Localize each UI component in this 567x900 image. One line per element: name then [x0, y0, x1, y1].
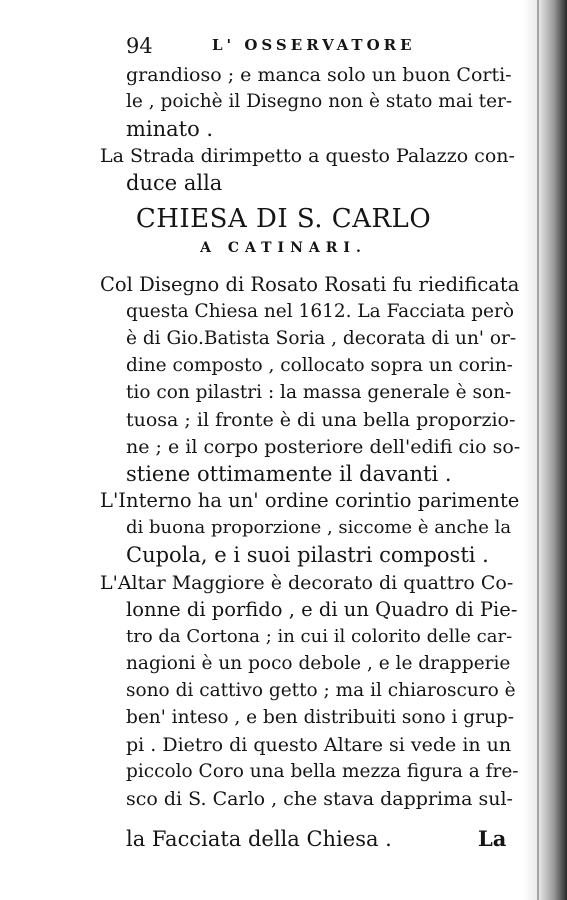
page-number: 94 — [126, 34, 153, 58]
text-line: le , poichè il Disegno non è stato mai ter- — [126, 91, 513, 112]
text-line: di buona proporzione , siccome è anche la — [126, 517, 512, 538]
text-line: tuosa ; il fronte è di una bella proporzio- — [126, 409, 516, 431]
text-line: Cupola, e i suoi pilastri composti . — [126, 543, 489, 567]
book-binding-shadow — [523, 0, 567, 900]
text-line: duce alla — [126, 171, 223, 195]
text-line: sono di cattivo getto ; ma il chiaroscuro è — [126, 680, 516, 701]
text-line: L'Interno ha un' ordine corintio parimente — [100, 489, 520, 512]
text-line: pi . Dietro di questo Altare si vede in un — [126, 734, 512, 756]
text-line: grandioso ; e manca solo un buon Corti- — [126, 64, 512, 86]
text-line: La Strada dirimpetto a questo Palazzo con- — [100, 145, 515, 167]
text-line: è di Gio.Batista Soria , decorata di un' or- — [126, 328, 517, 349]
section-title: CHIESA DI S. CARLO — [135, 204, 432, 234]
text-line: la Facciata della Chiesa . — [126, 827, 392, 851]
text-line: tio con pilastri : la massa generale è son- — [126, 382, 512, 403]
text-line: piccolo Coro una bella mezza figura a fre- — [126, 761, 519, 782]
running-head — [126, 34, 526, 58]
text-line: tro da Cortona ; in cui il colorito delle car- — [126, 626, 513, 647]
text-line: sco di S. Carlo , che stava dapprima sul- — [126, 788, 513, 810]
text-line: L'Altar Maggiore è decorato di quattro Co- — [100, 572, 514, 594]
text-line: minato . — [126, 117, 214, 141]
text-line: ne ; e il corpo posteriore dell'edifi cio so- — [126, 436, 521, 458]
text-line: questa Chiesa nel 1612. La Facciata però — [126, 301, 514, 322]
text-line: stiene ottimamente il davanti . — [126, 462, 452, 486]
running-title: L' OSSERVATORE — [212, 36, 416, 54]
text-line: lonne di porfido , e di un Quadro di Pie- — [126, 598, 518, 621]
text-line: Col Disegno di Rosato Rosati fu riedificata — [100, 273, 520, 296]
text-line: nagioni è un poco debole , e le drapperie — [126, 653, 511, 674]
catchword: La — [478, 826, 507, 851]
text-line: dine composto , collocato sopra un corin- — [126, 355, 513, 376]
section-subtitle: A CATINARI. — [200, 240, 367, 256]
text-line: ben' inteso , e ben distribuiti sono i grup- — [126, 707, 514, 728]
